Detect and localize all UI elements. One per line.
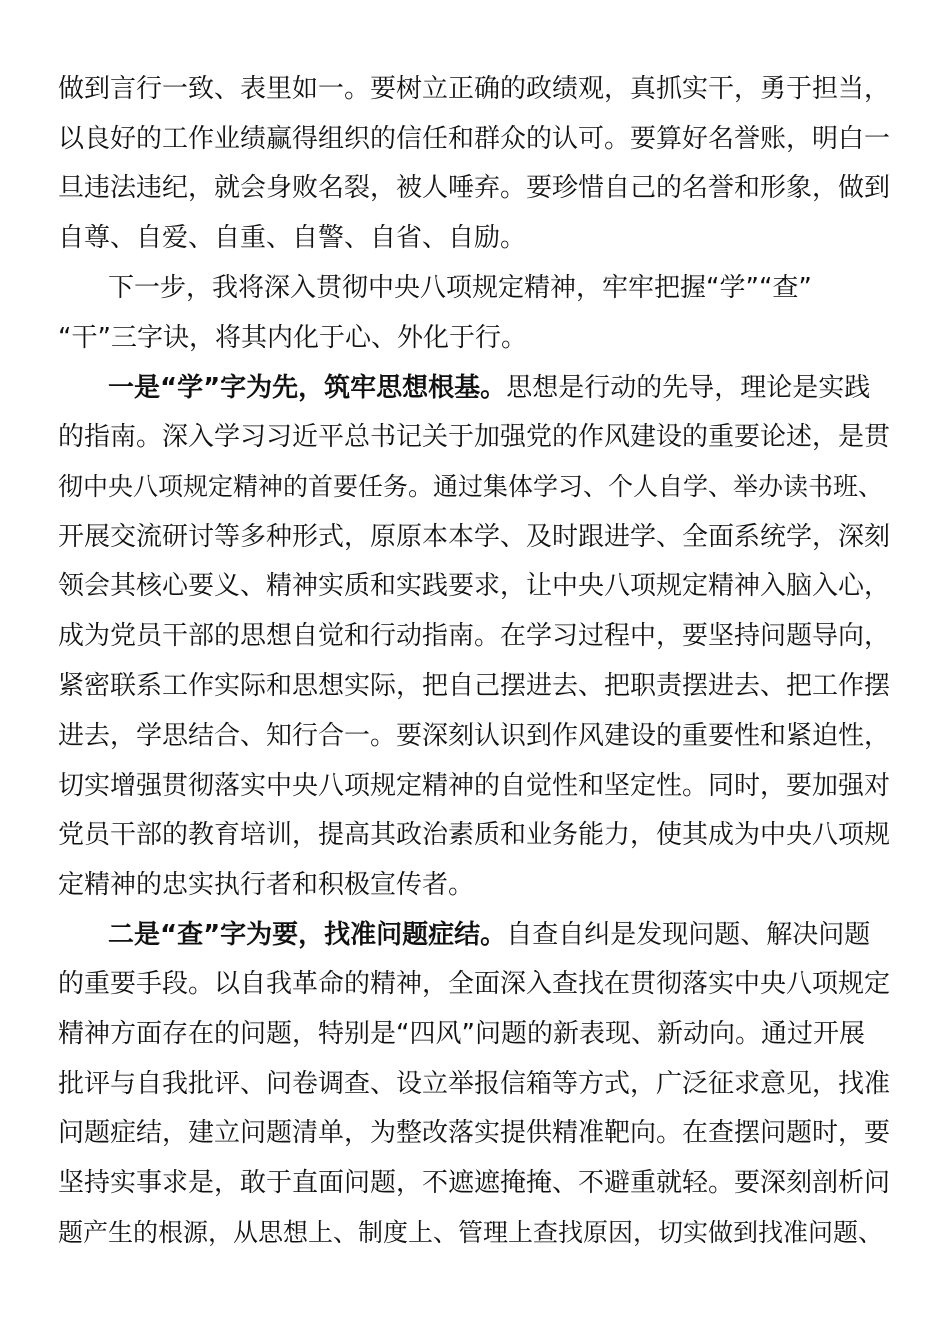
- paragraph-heading: 一是“学”字为先，筑牢思想根基。: [108, 373, 507, 403]
- text-line: 题产生的根源，从思想上、制度上、管理上查找原因，切实做到找准问题、: [58, 1218, 884, 1247]
- text-span: 自查自纠是发现问题、解决问题: [506, 920, 871, 950]
- text-line: “干”三字诀，将其内化于心、外化于行。: [58, 323, 527, 353]
- text-line: 精神方面存在的问题，特别是“四风”问题的新表现、新动向。通过开展: [58, 1019, 865, 1049]
- text-line: 进去，学思结合、知行合一。要深刻认识到作风建设的重要性和紧迫性，: [58, 721, 891, 751]
- text-line: 旦违法违纪，就会身败名裂，被人唾弃。要珍惜自己的名誉和形象，做到: [58, 173, 891, 203]
- text-line: 领会其核心要义、精神实质和实践要求，让中央八项规定精神入脑入心，: [58, 571, 891, 601]
- text-line: 成为党员干部的思想自觉和行动指南。在学习过程中，要坚持问题导向，: [58, 621, 891, 651]
- text-line: 批评与自我批评、问卷调查、设立举报信箱等方式，广泛征求意见，找准: [58, 1069, 891, 1099]
- text-line: 彻中央八项规定精神的首要任务。通过集体学习、个人自学、举办读书班、: [58, 472, 884, 501]
- text-line: 坚持实事求是，敢于直面问题，不遮遮掩掩、不避重就轻。要深刻剖析问: [58, 1168, 891, 1198]
- text-line: 以良好的工作业绩赢得组织的信任和群众的认可。要算好名誉账，明白一: [58, 124, 891, 154]
- text-line: 自尊、自爱、自重、自警、自省、自励。: [58, 223, 527, 253]
- text-line: 切实增强贯彻落实中央八项规定精神的自觉性和坚定性。同时，要加强对: [58, 771, 891, 801]
- paragraph-heading: 二是“查”字为要，找准问题症结。: [108, 920, 507, 950]
- text-line: 的指南。深入学习习近平总书记关于加强党的作风建设的重要论述，是贯: [58, 422, 891, 452]
- text-line: 开展交流研讨等多种形式，原原本本学、及时跟进学、全面系统学，深刻: [58, 522, 891, 552]
- text-line: 党员干部的教育培训，提高其政治素质和业务能力，使其成为中央八项规: [58, 820, 891, 850]
- text-line: [108, 366, 870, 410]
- text-line: 做到言行一致、表里如一。要树立正确的政绩观，真抓实干，勇于担当，: [58, 74, 891, 104]
- text-line: 的重要手段。以自我革命的精神，全面深入查找在贯彻落实中央八项规定: [58, 969, 891, 999]
- text-line: 下一步，我将深入贯彻中央八项规定精神，牢牢把握“学”“查”: [108, 273, 812, 303]
- text-line: 紧密联系工作实际和思想实际，把自己摆进去、把职责摆进去、把工作摆: [58, 671, 891, 701]
- text-line: 定精神的忠实执行者和积极宣传者。: [58, 870, 475, 900]
- text-line: [108, 913, 870, 957]
- text-span: 思想是行动的先导，理论是实践: [506, 373, 871, 403]
- text-line: 问题症结，建立问题清单，为整改落实提供精准靶向。在查摆问题时，要: [58, 1118, 891, 1148]
